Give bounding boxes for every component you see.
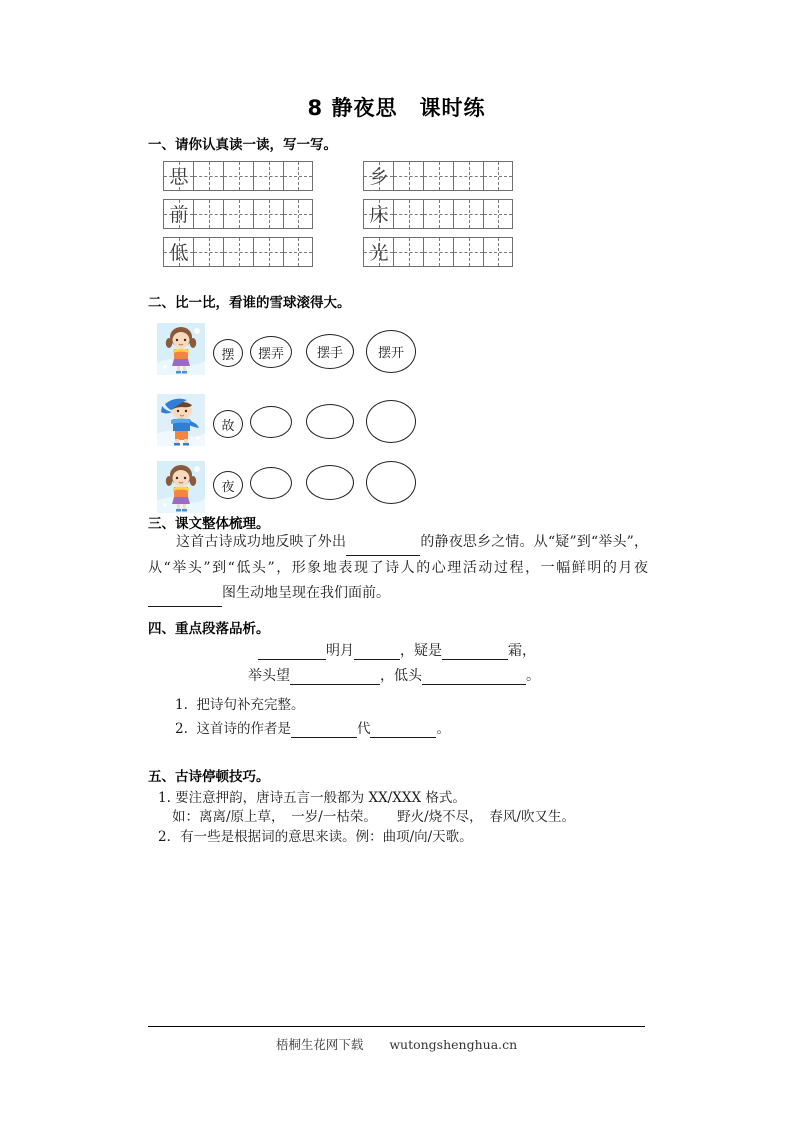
boy-illustration-icon (157, 394, 205, 446)
answer-blank[interactable] (290, 668, 380, 685)
snowball-bubble-empty[interactable] (306, 465, 354, 500)
char-grid-right (363, 161, 513, 275)
pause-rule-1: 1. 要注意押韵，唐诗五言一般都为 XX/XXX 格式。 (158, 790, 466, 806)
answer-blank[interactable] (291, 721, 357, 738)
page-title: 8 静夜思 课时练 (307, 96, 486, 120)
question-item-1 (175, 693, 304, 713)
char-grid-cell-filled[interactable] (363, 161, 393, 191)
girl-illustration-icon (157, 323, 205, 375)
section-five-heading: 五、古诗停顿技巧。 (148, 769, 270, 785)
footer-divider (148, 1026, 645, 1027)
char-grid-cell[interactable] (223, 161, 253, 191)
snowball-bubble-empty[interactable] (306, 404, 354, 439)
paragraph-part-1: 这首古诗成功地反映了外出 (176, 534, 347, 550)
char-grid-glyph: 低 (169, 242, 189, 264)
girl-illustration-icon (157, 461, 205, 513)
girl-in-snow-photo (157, 461, 205, 513)
char-grid-cell-filled[interactable] (163, 237, 193, 267)
answer-blank[interactable] (442, 643, 508, 660)
snowball-bubble[interactable]: 摆弄 (250, 336, 292, 368)
char-grid-cell[interactable] (423, 199, 453, 229)
char-grid-cell[interactable] (453, 161, 483, 191)
char-grid-glyph: 光 (369, 242, 389, 264)
char-grid-cell-filled[interactable] (363, 199, 393, 229)
answer-blank[interactable] (148, 581, 222, 607)
item-number: 1. (175, 697, 188, 713)
footer (148, 1035, 645, 1053)
paragraph-part-3: 图生动地呈现在我们面前。 (222, 585, 390, 601)
item-text: 。 (436, 721, 450, 737)
poem-line-1 (258, 640, 536, 660)
section-two-heading: 二、比一比，看谁的雪球滚得大。 (148, 295, 351, 311)
char-grid-row (363, 237, 513, 267)
footer-site-name: 梧桐生花网下载 (275, 1037, 364, 1052)
item-text: 代 (356, 721, 371, 737)
poem-text: ，低头 (380, 668, 422, 684)
char-grid-cell[interactable] (283, 161, 313, 191)
char-grid-cell[interactable] (453, 199, 483, 229)
poem-text: 举头望 (248, 668, 290, 684)
snowball-bubble[interactable]: 夜 (213, 471, 243, 499)
girl-in-snow-photo (157, 323, 205, 375)
snowball-bubble-empty[interactable] (366, 461, 416, 504)
char-grid-row (163, 161, 313, 191)
char-grid-cell[interactable] (393, 237, 423, 267)
snowball-bubble-empty[interactable] (250, 406, 292, 438)
poem-text: ，疑是 (400, 643, 442, 659)
section-three-paragraph (148, 530, 648, 607)
char-grid-cell[interactable] (483, 161, 513, 191)
char-grid-glyph: 思 (169, 166, 189, 188)
item-number: 2. (175, 721, 188, 737)
answer-blank[interactable] (370, 721, 436, 738)
poem-text: 。 (526, 668, 540, 684)
paragraph-part-2: 的静夜思乡之情。从“疑”到“举头”，从“举头”到“低头”，形象地表现了诗人的心理活动过程，一幅鲜明的月夜 (148, 534, 649, 576)
question-item-2 (175, 717, 450, 738)
char-grid-cell[interactable] (193, 161, 223, 191)
char-grid-cell[interactable] (423, 237, 453, 267)
char-grid-cell[interactable] (223, 237, 253, 267)
char-grid-cell[interactable] (393, 199, 423, 229)
snowball-bubble-empty[interactable] (366, 400, 416, 443)
char-grid-cell[interactable] (193, 237, 223, 267)
char-grid-cell[interactable] (253, 161, 283, 191)
snowball-bubble-empty[interactable] (250, 467, 292, 499)
char-grid-cell[interactable] (253, 237, 283, 267)
char-grid-cell-filled[interactable] (163, 161, 193, 191)
snowball-bubble[interactable]: 摆 (213, 339, 243, 367)
item-text: 这首诗的作者是 (196, 721, 291, 737)
poem-line-2 (248, 665, 540, 685)
poem-text: 明月 (326, 643, 354, 659)
char-grid-row (363, 161, 513, 191)
char-grid-cell-filled[interactable] (363, 237, 393, 267)
boy-in-snow-photo (157, 394, 205, 446)
char-grid-cell[interactable] (423, 161, 453, 191)
snowball-bubble[interactable]: 摆开 (366, 330, 416, 373)
char-grid-cell[interactable] (393, 161, 423, 191)
char-grid-cell[interactable] (453, 237, 483, 267)
char-grid-cell-filled[interactable] (163, 199, 193, 229)
snowball-bubble[interactable]: 摆手 (306, 334, 354, 369)
char-grid-cell[interactable] (283, 199, 313, 229)
char-grid-cell[interactable] (193, 199, 223, 229)
answer-blank[interactable] (346, 530, 420, 556)
char-grid-row (163, 237, 313, 267)
item-text: 把诗句补充完整。 (196, 697, 305, 713)
char-grid-glyph: 床 (369, 204, 389, 226)
char-grid-cell[interactable] (253, 199, 283, 229)
section-one-heading: 一、请你认真读一读，写一写。 (148, 137, 337, 153)
char-grid-cell[interactable] (283, 237, 313, 267)
answer-blank[interactable] (422, 668, 526, 685)
pause-rule-example: 如：离离/原上草， 一岁/一枯荣。 野火/烧不尽， 春风/吹又生。 (172, 809, 575, 825)
char-grid-cell[interactable] (483, 237, 513, 267)
snowball-bubble[interactable]: 故 (213, 410, 243, 438)
footer-site-url: wutongshenghua.cn (389, 1037, 518, 1052)
char-grid-row (163, 199, 313, 229)
char-grid-left (163, 161, 313, 275)
answer-blank[interactable] (258, 643, 326, 660)
char-grid-glyph: 前 (169, 204, 189, 226)
char-grid-cell[interactable] (223, 199, 253, 229)
char-grid-cell[interactable] (483, 199, 513, 229)
answer-blank[interactable] (354, 643, 400, 660)
poem-text: 霜， (508, 643, 536, 659)
char-grid-glyph: 乡 (369, 166, 389, 188)
char-grid-row (363, 199, 513, 229)
pause-rule-2: 2．有一些是根据词的意思来读。例：曲项/向/天歌。 (158, 829, 473, 845)
section-four-heading: 四、重点段落品析。 (148, 621, 270, 637)
section-three-heading: 三、课文整体梳理。 (148, 516, 270, 532)
